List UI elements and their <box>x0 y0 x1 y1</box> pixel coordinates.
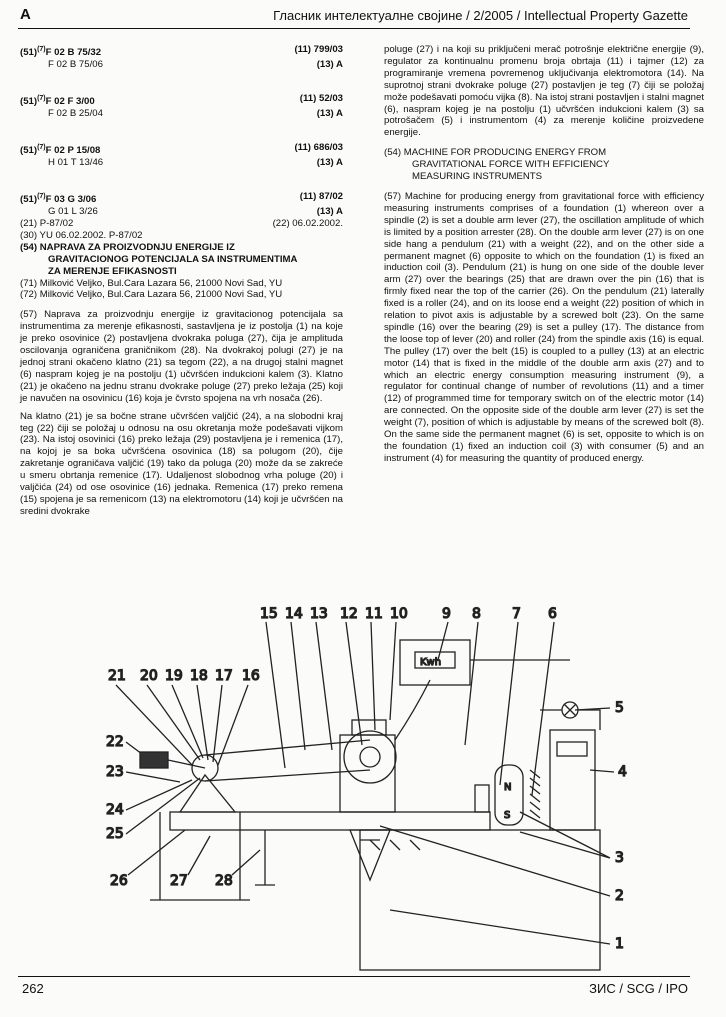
label-11: 11 <box>365 606 383 622</box>
label-15: 15 <box>260 606 278 622</box>
applicant-line: (71) Milković Veljko, Bul.Cara Lazara 56, 21000 Novi Sad, YU <box>20 277 283 289</box>
motor-pulley <box>344 731 396 783</box>
reg-number: (11) 87/02 <box>299 191 343 202</box>
label-21: 21 <box>108 668 126 684</box>
label-24: 24 <box>106 802 124 818</box>
label-2: 2 <box>615 888 624 904</box>
reg-number: (11) 799/03 <box>294 44 343 55</box>
label-3: 3 <box>615 850 624 866</box>
pendulum-weight <box>140 752 168 768</box>
label-6: 6 <box>548 606 557 622</box>
ipc-code-secondary: G 01 L 3/26 <box>48 206 98 218</box>
label-22: 22 <box>106 734 124 750</box>
label-19: 19 <box>165 668 183 684</box>
hatching <box>370 840 420 850</box>
filing-date: (22) 06.02.2002. <box>272 218 343 229</box>
side-stand <box>150 812 250 900</box>
inid-sup: (7) <box>37 193 46 200</box>
label-1: 1 <box>615 936 624 952</box>
title-en-3: MEASURING INSTRUMENTS <box>412 171 543 183</box>
label-14: 14 <box>285 606 303 622</box>
inid-51: (51) <box>20 96 38 108</box>
label-25: 25 <box>106 826 124 842</box>
abstract-sr-part1: (57) Naprava za proizvodnju energije iz gravitacionog potencijala sa instrumentima za merenje efikasnosti, sastavljena je iz postolja (1) na koje je preko osovinice (2) postavljena dvokraka poluga (27), čija je amplituda oscilovanja ograničena graničnikom (28). Na dvokrakoj polugi (27) je na jednoj strani okačeno klatno (21) sa tegom (22), a na drugoj stalni magnet (6) naspram kojeg je na postolju (1) učvršćen indukcioni kalem (3). Klatno (21) je okačeno na jednu stranu dvokrake poluge (27) preko ležaja (25) koji je navučen na osovinicu (16) koja je čvrsto spojena na vrh nosača (26). <box>20 309 343 404</box>
cable <box>395 680 430 740</box>
reg-number: (11) 686/03 <box>294 142 343 153</box>
label-8: 8 <box>472 606 481 622</box>
label-4: 4 <box>618 764 627 780</box>
title-sr-2: GRAVITACIONOG POTENCIJALA SA INSTRUMENTIMA <box>48 253 298 265</box>
inid-sup: (7) <box>37 46 46 53</box>
meter-kwh-label: Kwh <box>420 657 442 668</box>
record-main <box>20 191 343 518</box>
record-3 <box>20 142 343 169</box>
svg-text:S: S <box>504 810 511 821</box>
label-13: 13 <box>310 606 328 622</box>
record-1 <box>20 44 343 71</box>
label-28: 28 <box>215 873 233 889</box>
abstract-en: (57) Machine for producing energy from gravitational force with efficiency measuring instruments comprises of a foundation (1) whereon over a spindle (2) is set a double arm lever (27), the oscillation amplitude of which is limited by a position arrester (28). On the double arm lever (27) is on one side hang a pendulum (21) with a weight (22), and on the other side a permanent magnet (6) opposite to which on the foundation (1) is fixed an induction coil (3). Pendulum (21) is hung on one side of the double lever arm (27) over the bearings (25) that are drawn over the pin (16) that is firmly fixed near the top of the carrier (26). On the pendulum (21) laterally fixed is a roller (24), and on its loose end a weight (22) position of which in relation to pivot axis is adjustable by a screwed bolt (23). On the same spindle (16) over the bearing (29) is set a pulley (17). The distance from the loose top of lever (20) and roller (24) from the spindle axis (16) is equal. The pulley (17) over the belt (15) is coupled to a pulley (13) at an electric motor (14) that is fixed in the middle of the double arm axis (27) and to which an electric energy consumption measuring instrument (9), a regulator for continual change of number of revolutions (11) and a timer (12) of programmed time for temporary switch on of the electric motor (14) are connected. On the opposite side of the double arm lever (27) is set the weight (7), position of which is adjustable by means of the screwed bolt (8). On the same side the permanent magnet (6) is set, opposite to which is on the foundation (1) fixed an induction coil (3) with consumer (5) and an instrument (4) for measuring the quantity of produced energy. <box>384 190 704 464</box>
right-column <box>384 44 704 471</box>
inid-sup: (7) <box>37 144 46 151</box>
kind-code: (13) A <box>316 108 343 120</box>
double-arm-lever <box>170 812 490 830</box>
label-9: 9 <box>442 606 451 622</box>
belt <box>205 740 370 781</box>
arrester <box>255 830 275 885</box>
gazette-title: Гласник интелектуалне својине / 2/2005 / Intellectual Property Gazette <box>273 8 688 23</box>
patent-drawing <box>70 600 650 980</box>
ipc-code: F 03 G 3/06 <box>45 194 97 206</box>
label-18: 18 <box>190 668 208 684</box>
section-letter: A <box>20 6 31 23</box>
footer-org: ЗИС / SCG / IPO <box>589 981 688 996</box>
inid-51: (51) <box>20 194 38 206</box>
kind-code: (13) A <box>316 157 343 169</box>
header-rule <box>18 28 690 29</box>
record-2 <box>20 93 343 120</box>
inventor-line: (72) Milković Veljko, Bul.Cara Lazara 56, 21000 Novi Sad, YU <box>20 289 283 301</box>
ipc-code: F 02 B 75/32 <box>45 47 102 59</box>
abstract-sr-part2: Na klatno (21) je sa bočne strane učvršćen valjčić (24), a na slobodni kraj teg (22) čiji se položaj u odnosu na osu okretanja može podešavati vijkom (23). Na istoj osovinici (16) preko ležaja (29) postavljena je i remenica (17), na kojoj je sa boka učvršćena osovinica (18) sa polugom (20), čije zakretanje ograničava valjčić (19) tako da poluga (20) može da se zakreće u smeru obrtanja remenice (17). Udaljenost slobodnog vrha poluge (20) i valjčića (24) od ose osovinice (16) jednaka. Remenica (17) preko remena (15) spojena je sa remenicom (13) na elektromotoru (14) koji je učvršćen na sredini dvokrake <box>20 410 343 517</box>
priority-line: (30) YU 06.02.2002. P-87/02 <box>20 229 143 241</box>
page-number: 262 <box>22 981 44 996</box>
spindle-stand <box>350 830 390 880</box>
label-27: 27 <box>170 873 188 889</box>
ipc-code: F 02 P 15/08 <box>45 145 101 157</box>
title-en-1: (54) MACHINE FOR PRODUCING ENERGY FROM <box>384 147 607 159</box>
title-sr-3: ZA MERENJE EFIKASNOSTI <box>48 265 177 277</box>
pendulum-arm <box>168 760 205 768</box>
electric-motor <box>340 735 395 812</box>
left-column <box>20 44 343 524</box>
title-sr-1: (54) NAPRAVA ZA PROIZVODNJU ENERGIJE IZ <box>20 241 235 253</box>
ipc-code-secondary: H 01 T 13/46 <box>48 157 104 169</box>
foundation-base <box>360 830 600 970</box>
label-16: 16 <box>242 668 260 684</box>
label-26: 26 <box>110 873 128 889</box>
footer-rule <box>18 976 690 977</box>
abstract-sr-continued: poluge (27) i na koji su priključeni merač potrošnje električne energije (9), regulator za kontinualnu promenu broja obrtaja (11) i tajmer (12) za programiranje vremena povremenog uključivanja elektromotora (14). Na suprotnoj strani dvokrake poluge (27) postavljen je teg (7) čiji se položaj može podešavati pomoću vijka (8). Na istoj strani postavljen i stalni magnet (6), naspram kojeg je na postolju (1) učvršćen indukcioni kalem (3) sa potrošačem (5) i instrumentom (4) za merenje količine proizvedene energije. <box>384 44 704 139</box>
label-10: 10 <box>390 606 408 622</box>
label-7: 7 <box>512 606 521 622</box>
inid-sup: (7) <box>37 95 46 102</box>
ipc-code-secondary: F 02 B 75/06 <box>48 59 103 71</box>
label-20: 20 <box>140 668 158 684</box>
kind-code: (13) A <box>316 59 343 71</box>
svg-text:N: N <box>504 782 512 793</box>
weight-7 <box>475 785 489 812</box>
label-23: 23 <box>106 764 124 780</box>
ipc-code-secondary: F 02 B 25/04 <box>48 108 103 120</box>
instrument-display <box>557 742 587 756</box>
kind-code: (13) A <box>316 206 343 218</box>
inid-51: (51) <box>20 145 38 157</box>
label-17: 17 <box>215 668 233 684</box>
application-number: (21) P-87/02 <box>20 218 74 229</box>
reg-number: (11) 52/03 <box>299 93 343 104</box>
label-5: 5 <box>615 700 624 716</box>
inid-51: (51) <box>20 47 38 59</box>
label-12: 12 <box>340 606 358 622</box>
ipc-code: F 02 F 3/00 <box>45 96 95 108</box>
motor-hub <box>360 747 380 767</box>
lamp-wiring <box>540 704 600 730</box>
title-en-2: GRAVITATIONAL FORCE WITH EFFICIENCY <box>412 159 610 171</box>
